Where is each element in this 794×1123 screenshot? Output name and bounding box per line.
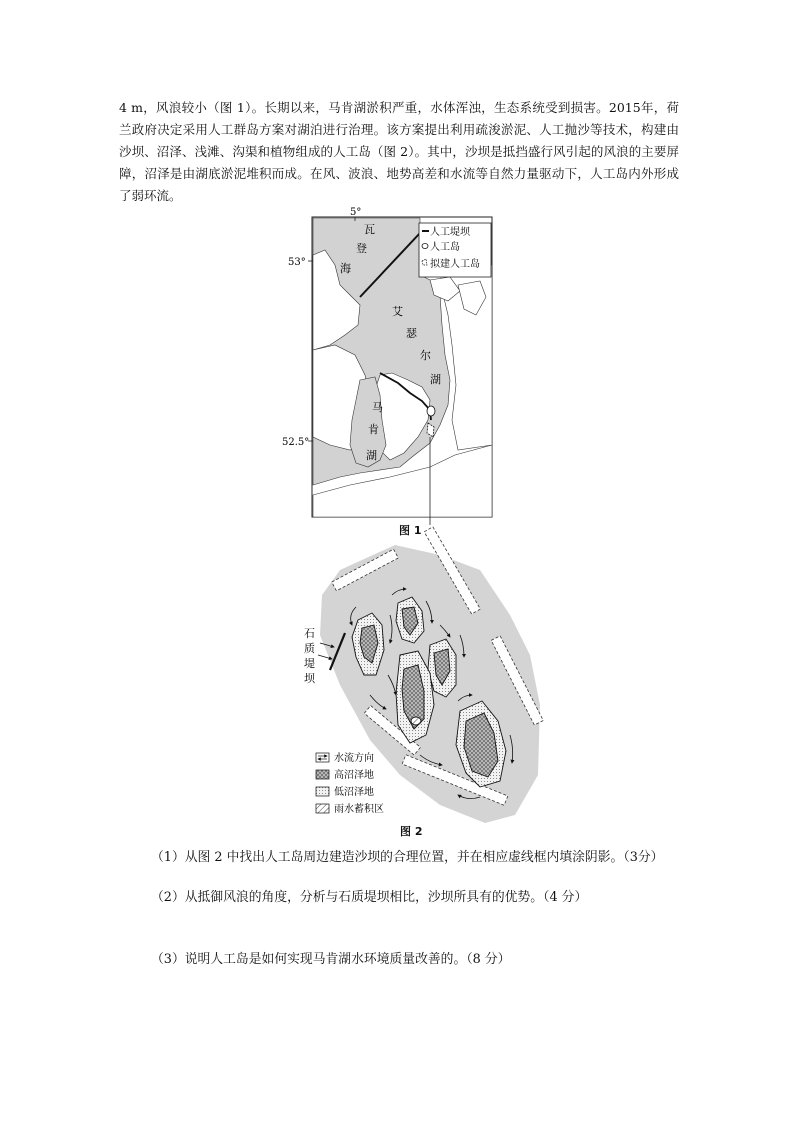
- lake1-label-4: 湖: [430, 373, 441, 386]
- lake1-label-1: 艾: [392, 305, 403, 318]
- latitude-top-label: 53°: [288, 257, 306, 268]
- lake1-label-2: 瑟: [406, 327, 417, 340]
- question-3: （3）说明人工岛是如何实现马肯湖水环境质量改善的。（8 分）: [151, 952, 511, 967]
- dam-label-2: 质: [304, 642, 315, 655]
- dam-label-1: 石: [304, 627, 315, 640]
- figure2-caption: 图 2: [400, 825, 423, 838]
- legend-low-marsh-label: 低沼泽地: [334, 787, 374, 798]
- figure1-map: [280, 205, 500, 525]
- legend-planned-label: 拟建人工岛: [430, 259, 480, 270]
- legend-island-label: 人工岛: [430, 242, 460, 253]
- lake2-label-1: 马: [372, 401, 383, 414]
- sea-label-1: 瓦: [364, 223, 375, 236]
- dam-label-3: 堤: [304, 657, 315, 670]
- legend-flow-label: 水流方向: [334, 753, 374, 764]
- latitude-bottom-label: 52.5°: [282, 437, 310, 448]
- dam-label-4: 坝: [304, 672, 315, 685]
- sea-label-2: 登: [356, 242, 367, 255]
- figure1-caption: 图 1: [399, 524, 422, 537]
- legend-high-marsh-label: 高沼泽地: [334, 770, 374, 781]
- legend-dam-label: 人工堤坝: [430, 227, 470, 238]
- intro-paragraph: 4 m，风浪较小（图 1）。长期以来，马肯湖淤积严重，水体浑浊，生态系统受到损害。2015年，荷兰政府决定采用人工群岛方案对湖泊进行治理。该方案提出利用疏浚淤泥、人工抛沙等技术，构建由沙坝、沼泽、浅滩、沟渠和植物组成的人工岛（图 2）。其中，沙坝是抵挡盛行风引起的风浪的主要屏障，沼泽是由湖底淤泥堆积而成。在风、波浪、地势高差和水流等自然力量驱动下，人工岛内外形成了弱环流。: [119, 100, 679, 203]
- legend-rain-label: 雨水蓄积区: [334, 804, 384, 815]
- artificial-island: [427, 406, 435, 416]
- sea-label-3: 海: [340, 262, 351, 275]
- question-1: （1）从图 2 中找出人工岛周边建造沙坝的合理位置，并在相应虚线框内填涂阴影。（3分）: [151, 850, 664, 865]
- lake1-label-3: 尔: [420, 349, 431, 362]
- question-2: （2）从抵御风浪的角度，分析与石质堤坝相比，沙坝所具有的优势。（4 分）: [151, 890, 588, 905]
- lake2-label-2: 肯: [368, 423, 379, 436]
- figure2-legend: [316, 751, 384, 815]
- figure2-diagram: [300, 525, 560, 825]
- longitude-label: 5°: [350, 207, 362, 218]
- lake2-label-3: 湖: [366, 449, 377, 462]
